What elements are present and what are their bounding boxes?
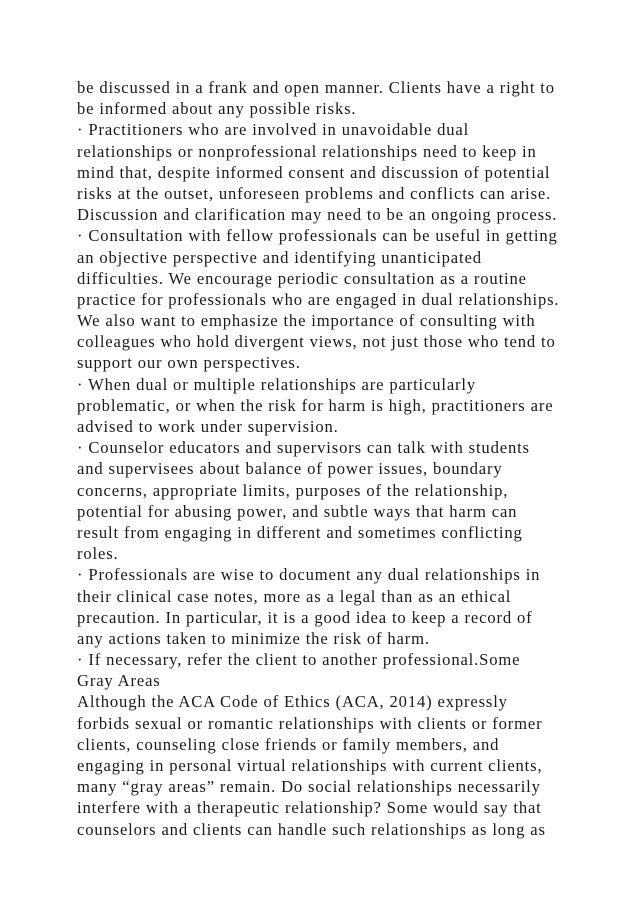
text-line: colleagues who hold divergent views, not just those who tend to [77,332,556,352]
bullet-line: · Professionals are wise to document any dual relationships in [77,565,541,585]
text-line: Discussion and clarification may need to be an ongoing process. [77,205,558,225]
text-line: an objective perspective and identifying unanticipated [77,247,482,267]
text-line: be discussed in a frank and open manner. Clients have a right to [77,78,555,97]
bullet-line: · Practitioners who are involved in unavoidable dual [77,120,470,140]
body-text [77,77,577,840]
text-line: and supervisees about balance of power issues, boundary [77,459,503,479]
text-line: many “gray areas” remain. Do social relationships necessarily [77,777,541,797]
text-line: their clinical case notes, more as a legal than as an ethical [77,586,512,606]
text-line: precaution. In particular, it is a good idea to keep a record of [77,607,533,627]
bullet-line: · If necessary, refer the client to another professional.Some [77,650,521,670]
text-line: practice for professionals who are engaged in dual relationships. [77,289,560,309]
text-line: mind that, despite informed consent and discussion of potential [77,162,551,182]
text-line: be informed about any possible risks. [77,99,357,119]
bullet-line: · Counselor educators and supervisors can talk with students [77,438,530,458]
text-line: support our own perspectives. [77,353,301,373]
bullet-line: · When dual or multiple relationships are particularly [77,374,477,394]
text-line: roles. [77,544,119,564]
section-heading-line: Gray Areas [77,671,161,691]
bullet-line: · Consultation with fellow professionals can be useful in getting [77,226,558,246]
text-line: clients, counseling close friends or family members, and [77,734,500,754]
text-line: relationships or nonprofessional relationships need to keep in [77,141,537,161]
text-line: Although the ACA Code of Ethics (ACA, 2014) expressly [77,692,508,712]
text-line: problematic, or when the risk for harm is high, practitioners are [77,395,554,415]
text-line: risks at the outset, unforeseen problems and conflicts can arise. [77,183,552,203]
text-line: engaging in personal virtual relationships with current clients, [77,756,543,775]
text-line: interfere with a therapeutic relationship? Some would say that [77,798,542,818]
text-line: concerns, appropriate limits, purposes of the relationship, [77,480,509,500]
text-line: counselors and clients can handle such relationships as long as [77,819,546,839]
text-line: any actions taken to minimize the risk of harm. [77,628,430,648]
text-line: We also want to emphasize the importance of consulting with [77,311,536,331]
text-line: forbids sexual or romantic relationships with clients or former [77,713,543,733]
text-line: potential for abusing power, and subtle ways that harm can [77,501,518,521]
text-line: result from engaging in different and sometimes conflicting [77,522,523,542]
text-line: advised to work under supervision. [77,417,339,436]
text-line: difficulties. We encourage periodic consultation as a routine [77,268,527,288]
